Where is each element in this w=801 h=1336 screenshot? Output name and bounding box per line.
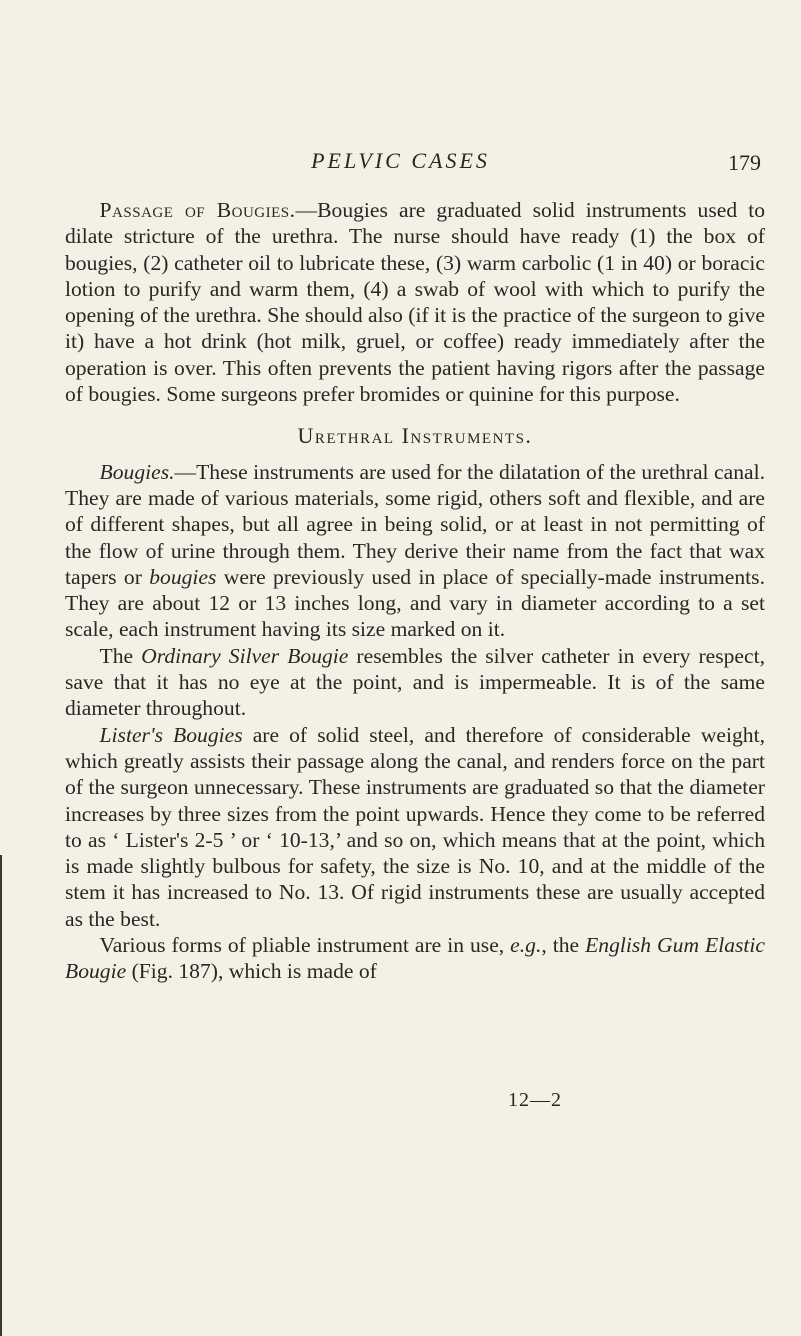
page-edge-shadow: [0, 855, 2, 1336]
running-title: PELVIC CASES: [311, 148, 490, 173]
italic-term: bougies: [149, 564, 217, 589]
paragraph-text: resembles the silver catheter in every respect, save that it has no eye at the point, and is impermeable. It is of the same diameter throughout.: [65, 643, 765, 721]
signature-mark: 12—2: [508, 1089, 562, 1111]
paragraph-text: were previously used in place of specially-made instruments. They are about 12 or 13 inches long, and vary in diameter according to a set scale, each instrument having its size marked on it.: [65, 564, 765, 642]
paragraph-text: (Fig. 187), which is made of: [126, 959, 377, 984]
paragraph-text: Various forms of pliable instrument are in use,: [99, 933, 511, 958]
italic-term: Ordinary Silver Bougie: [141, 643, 349, 668]
page-number: 179: [728, 150, 761, 175]
paragraph-text: The: [99, 643, 142, 668]
paragraph-text: —Bougies are graduated solid instruments used to dilate stricture of the urethra. The nurse should have ready (1) the box of bougies, (2) catheter oil to lubricate these, (3) warm carbolic (1 in 40) or boracic lotion to purify and warm them, (4) a swab of wool with which to purify the opening of the urethra. She should also (if it is the practice of the surgeon to give it) have a hot drink (hot milk, gruel, or coffee) ready immediately after the operation is over. This often prevents the patient having rigors after the passage of bougies. Some surgeons prefer bromides or quinine for this purpose.: [65, 198, 765, 407]
italic-term: e.g.: [510, 933, 542, 958]
body-text: [65, 197, 765, 985]
paragraph-pliable-instruments: [65, 932, 765, 985]
paragraph-ordinary-silver-bougie: [65, 643, 765, 722]
italic-term: English Gum Elastic Bougie: [65, 933, 765, 984]
section-heading: Urethral Instruments.: [297, 423, 533, 449]
paragraph-listers-bougies: [65, 722, 765, 932]
paragraph-text: , the: [541, 933, 586, 958]
paragraph-lead: Passage of Bougies.: [99, 198, 296, 222]
paragraph-bougies: [65, 459, 765, 643]
paragraph-passage-of-bougies: [65, 197, 765, 407]
paragraph-text: are of solid steel, and therefore of considerable weight, which greatly assists their passage along the canal, and renders force on the part of the surgeon unnecessary. These instruments are graduated so that the diameter increases by three sizes from the point upwards. Hence they come to be referred to as ‘ Lister's 2-5 ’ or ‘ 10-13,’ and so on, which means that at the point, which is made slightly bulbous for safety, the size is No. 10, and at the middle of the stem it has increased to No. 13. Of rigid instruments these are usually accepted as the best.: [65, 722, 765, 931]
paragraph-text: —These instruments are used for the dilatation of the urethral canal. They are made of various materials, some rigid, others soft and flexible, and are of different shapes, but all agree in being solid, or at least in not permitting of the flow of urine through them. They derive their name from the fact that wax tapers or: [65, 459, 765, 589]
italic-term: Lister's Bougies: [99, 722, 243, 747]
paragraph-lead: Bougies.: [99, 459, 175, 484]
